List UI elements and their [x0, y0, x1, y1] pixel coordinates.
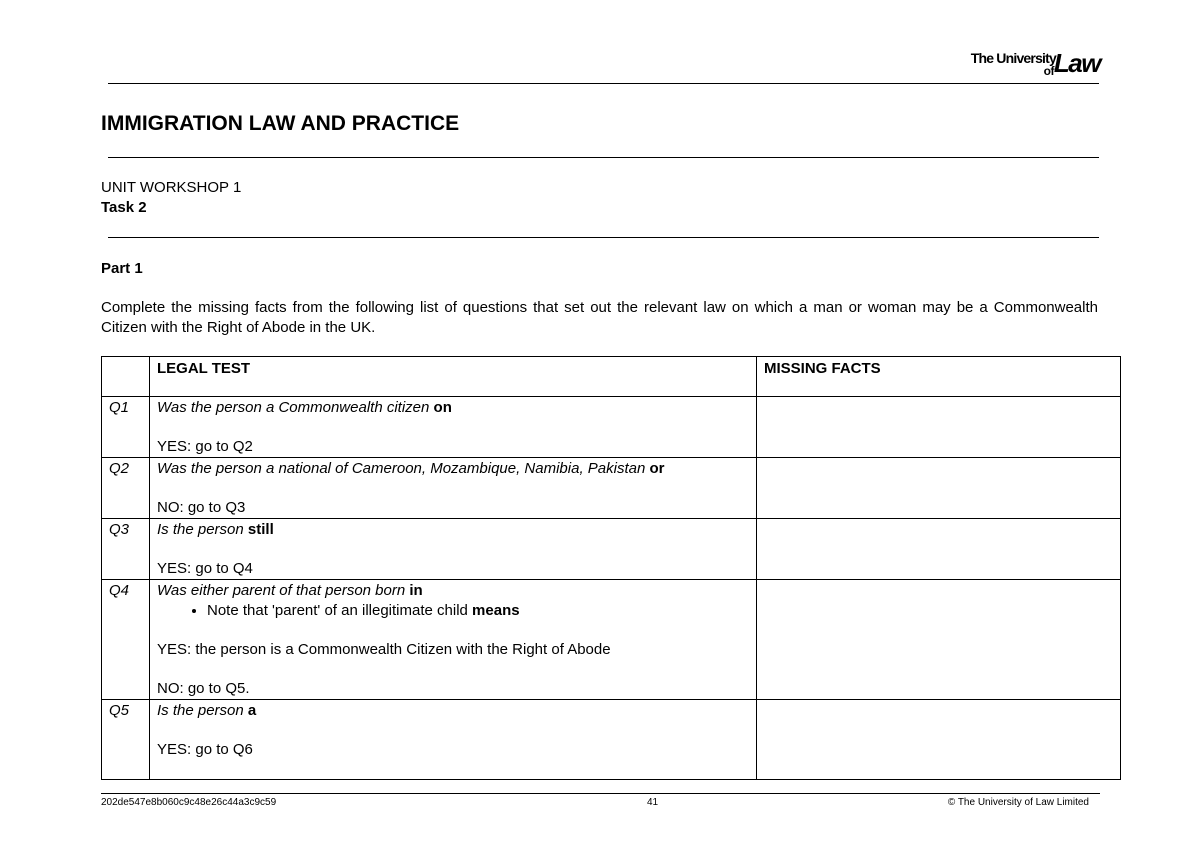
logo-line-3: Law [1053, 48, 1100, 78]
footer-page-number: 41 [647, 797, 659, 808]
answer-yes-text: YES: the person is a Commonwealth Citizen with the Right of Abode [157, 641, 611, 658]
header-legal-test: LEGAL TEST [150, 357, 757, 397]
answer-no-text: NO: go to Q5. [157, 680, 250, 697]
table-header-row [102, 357, 1121, 397]
footer-rule [101, 793, 1100, 794]
table-row-q2 [102, 458, 1121, 519]
legal-test-cell [150, 397, 757, 458]
question-keyword: on [433, 399, 452, 416]
legal-test-cell [150, 519, 757, 580]
intro-paragraph: Complete the missing facts from the following list of questions that set out the relevant law on which a man or woman may be a Commonwealth Citizen with the Right of Abode in the UK. [101, 299, 1098, 336]
note-keyword: means [472, 602, 520, 619]
note-item [207, 601, 750, 621]
legal-test-cell [150, 700, 757, 780]
section-rule [108, 237, 1099, 238]
part-heading: Part 1 [101, 260, 143, 277]
title-rule [108, 157, 1099, 158]
legal-test-table [101, 356, 1121, 780]
missing-facts-cell-q3[interactable] [757, 519, 1121, 580]
unit-heading: UNIT WORKSHOP 1 [101, 179, 242, 196]
answer-text: YES: go to Q2 [157, 438, 253, 455]
header-number-cell [102, 357, 150, 397]
table-row-q1 [102, 397, 1121, 458]
table-row-q4 [102, 580, 1121, 700]
table-row-q5 [102, 700, 1121, 780]
header-rule [108, 83, 1099, 84]
question-text: Is the person [157, 521, 248, 538]
header-missing-facts: MISSING FACTS [757, 357, 1121, 397]
logo-line-1: The University [970, 50, 1056, 66]
missing-facts-cell-q4[interactable] [757, 580, 1121, 700]
missing-facts-cell-q1[interactable] [757, 397, 1121, 458]
question-number: Q1 [102, 397, 150, 458]
logo-line-2: of [1043, 64, 1054, 78]
legal-test-cell [150, 458, 757, 519]
answer-text: YES: go to Q4 [157, 560, 253, 577]
question-text: Is the person [157, 702, 248, 719]
question-number: Q3 [102, 519, 150, 580]
answer-text: YES: go to Q6 [157, 741, 253, 758]
missing-facts-cell-q5[interactable] [757, 700, 1121, 780]
university-logo [948, 46, 1100, 80]
question-number: Q2 [102, 458, 150, 519]
question-number: Q5 [102, 700, 150, 780]
missing-facts-cell-q2[interactable] [757, 458, 1121, 519]
question-text: Was either parent of that person born [157, 582, 410, 599]
table-row-q3 [102, 519, 1121, 580]
question-keyword: or [649, 460, 665, 477]
note-list [157, 601, 750, 621]
footer-document-code: 202de547e8b060c9c48e26c44a3c9c59 [101, 797, 277, 808]
question-text: Was the person a Commonwealth citizen [157, 399, 434, 416]
legal-test-cell [150, 580, 757, 700]
question-keyword: a [247, 702, 257, 719]
question-number: Q4 [102, 580, 150, 700]
footer-copyright: © The University of Law Limited [947, 797, 1089, 808]
note-text: Note that 'parent' of an illegitimate child [207, 602, 473, 619]
answer-text: NO: go to Q3 [157, 499, 246, 516]
document-title: IMMIGRATION LAW AND PRACTICE [101, 112, 460, 135]
question-keyword: still [247, 521, 274, 538]
question-text: Was the person a national of Cameroon, Mozambique, Namibia, Pakistan [157, 460, 650, 477]
task-heading: Task 2 [101, 199, 147, 216]
question-keyword: in [409, 582, 423, 599]
